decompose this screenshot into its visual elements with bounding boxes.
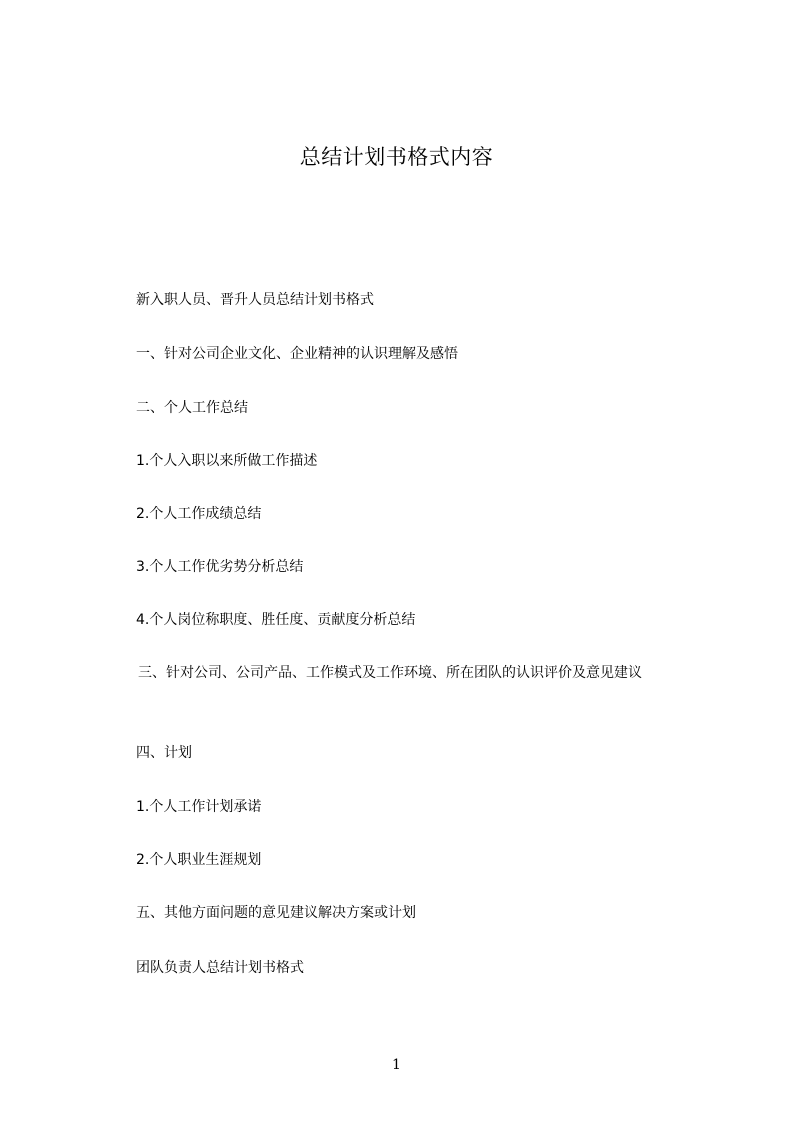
list-item-2-4: 4.个人岗位称职度、胜任度、贡献度分析总结 xyxy=(136,612,416,628)
list-item-2-2: 2.个人工作成绩总结 xyxy=(136,506,262,522)
list-item-2-1: 1.个人入职以来所做工作描述 xyxy=(136,453,318,469)
list-item-4-1: 1.个人工作计划承诺 xyxy=(136,799,262,815)
document-title: 总结计划书格式内容 xyxy=(299,145,494,169)
section-heading-3: 三、针对公司、公司产品、工作模式及工作环境、所在团队的认识评价及意见建议 xyxy=(138,665,642,681)
page-number: 1 xyxy=(392,1057,401,1073)
section-heading-5: 五、其他方面问题的意见建议解决方案或计划 xyxy=(136,905,416,921)
paragraph-team-leader-format: 团队负责人总结计划书格式 xyxy=(136,960,304,976)
section-heading-1: 一、针对公司企业文化、企业精神的认识理解及感悟 xyxy=(136,346,458,362)
section-heading-2: 二、个人工作总结 xyxy=(136,400,248,416)
list-item-4-2: 2.个人职业生涯规划 xyxy=(136,852,262,868)
paragraph-new-employee-format: 新入职人员、晋升人员总结计划书格式 xyxy=(136,292,374,308)
section-heading-4: 四、计划 xyxy=(136,745,192,761)
list-item-2-3: 3.个人工作优劣势分析总结 xyxy=(136,559,304,575)
